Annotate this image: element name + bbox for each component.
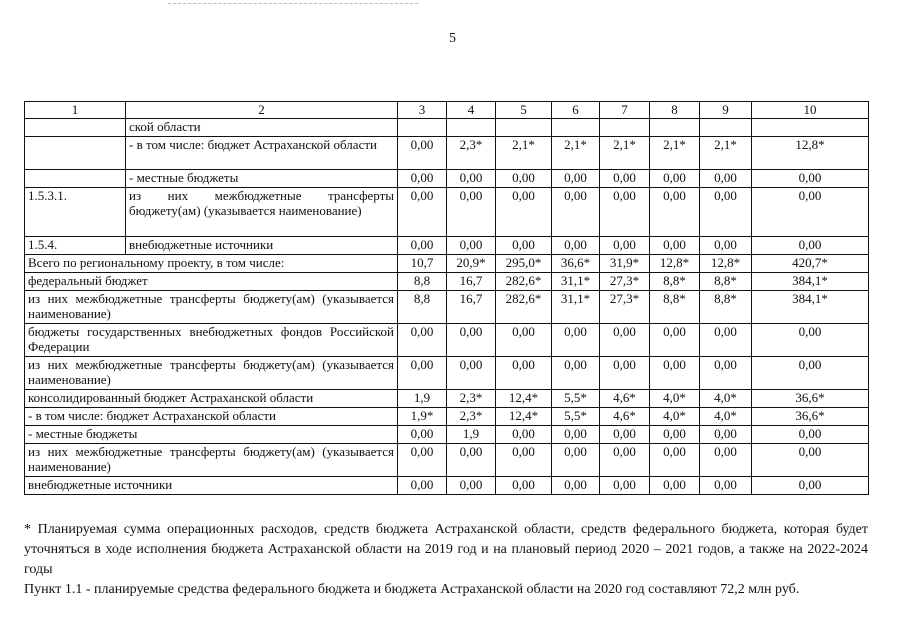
value-cell: 0,00 xyxy=(447,237,496,255)
table-row xyxy=(25,291,869,324)
value-cell: 0,00 xyxy=(600,444,650,477)
value-cell: 4,0* xyxy=(700,390,752,408)
value-cell: 8,8* xyxy=(700,291,752,324)
row-code: 1.5.3.1. xyxy=(25,188,126,237)
row-label: консолидированный бюджет Астраханской области xyxy=(25,390,398,408)
row-label: внебюджетные источники xyxy=(25,477,398,495)
value-cell xyxy=(496,119,552,137)
row-code xyxy=(25,170,126,188)
value-cell: 0,00 xyxy=(496,477,552,495)
column-header: 5 xyxy=(496,102,552,119)
column-header: 8 xyxy=(650,102,700,119)
value-cell xyxy=(447,119,496,137)
value-cell: 282,6* xyxy=(496,273,552,291)
value-cell: 0,00 xyxy=(496,237,552,255)
value-cell: 282,6* xyxy=(496,291,552,324)
value-cell: 5,5* xyxy=(552,408,600,426)
value-cell: 0,00 xyxy=(650,444,700,477)
value-cell xyxy=(752,119,869,137)
value-cell: 4,0* xyxy=(700,408,752,426)
value-cell: 0,00 xyxy=(600,170,650,188)
value-cell: 31,9* xyxy=(600,255,650,273)
value-cell: 0,00 xyxy=(496,324,552,357)
value-cell: 0,00 xyxy=(650,477,700,495)
value-cell: 10,7 xyxy=(398,255,447,273)
value-cell: 8,8* xyxy=(700,273,752,291)
value-cell: 12,8* xyxy=(700,255,752,273)
value-cell: 0,00 xyxy=(650,170,700,188)
value-cell: 0,00 xyxy=(650,237,700,255)
value-cell: 12,8* xyxy=(650,255,700,273)
value-cell: 16,7 xyxy=(447,273,496,291)
value-cell: 0,00 xyxy=(552,170,600,188)
value-cell: 0,00 xyxy=(700,426,752,444)
value-cell: 0,00 xyxy=(496,170,552,188)
value-cell: 0,00 xyxy=(398,324,447,357)
value-cell: 0,00 xyxy=(552,426,600,444)
column-header: 6 xyxy=(552,102,600,119)
value-cell: 2,1* xyxy=(650,137,700,170)
table-row xyxy=(25,237,869,255)
value-cell: 295,0* xyxy=(496,255,552,273)
table-row xyxy=(25,137,869,170)
value-cell: 27,3* xyxy=(600,291,650,324)
value-cell: 16,7 xyxy=(447,291,496,324)
row-label: федеральный бюджет xyxy=(25,273,398,291)
table-row xyxy=(25,170,869,188)
row-label: бюджеты государственных внебюджетных фондов Российской Федерации xyxy=(25,324,398,357)
value-cell: 12,4* xyxy=(496,408,552,426)
table-header-row xyxy=(25,102,869,119)
row-label: - в том числе: бюджет Астраханской области xyxy=(126,137,398,170)
value-cell: 0,00 xyxy=(752,426,869,444)
value-cell: 0,00 xyxy=(447,477,496,495)
column-header: 4 xyxy=(447,102,496,119)
value-cell: 2,3* xyxy=(447,137,496,170)
value-cell: 0,00 xyxy=(700,444,752,477)
value-cell: 0,00 xyxy=(650,324,700,357)
table-row xyxy=(25,255,869,273)
value-cell: 8,8 xyxy=(398,273,447,291)
row-label: - местные бюджеты xyxy=(126,170,398,188)
row-label: - местные бюджеты xyxy=(25,426,398,444)
value-cell: 36,6* xyxy=(752,390,869,408)
value-cell: 0,00 xyxy=(650,188,700,237)
value-cell: 8,8* xyxy=(650,291,700,324)
column-header: 3 xyxy=(398,102,447,119)
table-row xyxy=(25,273,869,291)
row-label: из них межбюджетные трансферты бюджету(ам) (указывается наименование) xyxy=(126,188,398,237)
value-cell: 0,00 xyxy=(552,477,600,495)
value-cell: 0,00 xyxy=(700,170,752,188)
value-cell: 0,00 xyxy=(600,357,650,390)
table-row xyxy=(25,357,869,390)
value-cell: 0,00 xyxy=(700,237,752,255)
value-cell: 4,6* xyxy=(600,390,650,408)
value-cell: 0,00 xyxy=(752,237,869,255)
value-cell: 8,8* xyxy=(650,273,700,291)
value-cell: 31,1* xyxy=(552,273,600,291)
row-label: - в том числе: бюджет Астраханской области xyxy=(25,408,398,426)
value-cell: 0,00 xyxy=(447,324,496,357)
value-cell: 2,1* xyxy=(552,137,600,170)
value-cell: 0,00 xyxy=(496,357,552,390)
value-cell: 0,00 xyxy=(398,188,447,237)
value-cell: 0,00 xyxy=(398,137,447,170)
column-header: 10 xyxy=(752,102,869,119)
value-cell: 31,1* xyxy=(552,291,600,324)
value-cell: 36,6* xyxy=(752,408,869,426)
row-label: из них межбюджетные трансферты бюджету(ам) (указывается наименование) xyxy=(25,357,398,390)
value-cell: 0,00 xyxy=(552,188,600,237)
value-cell xyxy=(600,119,650,137)
value-cell: 0,00 xyxy=(600,426,650,444)
value-cell: 1,9* xyxy=(398,408,447,426)
value-cell: 0,00 xyxy=(552,237,600,255)
row-label: Всего по региональному проекту, в том числе: xyxy=(25,255,398,273)
value-cell: 0,00 xyxy=(447,170,496,188)
budget-table xyxy=(24,101,869,495)
value-cell: 0,00 xyxy=(496,426,552,444)
value-cell: 0,00 xyxy=(447,357,496,390)
row-code xyxy=(25,119,126,137)
value-cell: 2,3* xyxy=(447,390,496,408)
value-cell: 12,4* xyxy=(496,390,552,408)
value-cell: 0,00 xyxy=(398,426,447,444)
value-cell: 0,00 xyxy=(700,324,752,357)
value-cell: 2,1* xyxy=(700,137,752,170)
table-row xyxy=(25,324,869,357)
value-cell xyxy=(650,119,700,137)
value-cell: 0,00 xyxy=(398,237,447,255)
value-cell: 2,1* xyxy=(600,137,650,170)
value-cell: 0,00 xyxy=(398,357,447,390)
value-cell: 2,3* xyxy=(447,408,496,426)
table-row xyxy=(25,426,869,444)
value-cell: 0,00 xyxy=(650,357,700,390)
value-cell: 0,00 xyxy=(600,324,650,357)
value-cell: 1,9 xyxy=(447,426,496,444)
table-row xyxy=(25,390,869,408)
value-cell: 4,6* xyxy=(600,408,650,426)
row-label: внебюджетные источники xyxy=(126,237,398,255)
value-cell: 0,00 xyxy=(752,477,869,495)
value-cell: 0,00 xyxy=(398,444,447,477)
value-cell: 12,8* xyxy=(752,137,869,170)
row-label: ской области xyxy=(126,119,398,137)
footnote-asterisk: * Планируемая сумма операционных расходов, средств бюджета Астраханской области, средств федерального бюджета, которая будет уточняться в ходе исполнения бюджета Астраханской области на 2019 год и на плановый период 2020 – 2021 годов, а также на 2022-2024 годы xyxy=(24,522,868,577)
value-cell: 0,00 xyxy=(700,477,752,495)
column-header: 2 xyxy=(126,102,398,119)
top-rule xyxy=(168,3,418,4)
value-cell xyxy=(700,119,752,137)
value-cell: 0,00 xyxy=(552,324,600,357)
value-cell: 0,00 xyxy=(496,444,552,477)
value-cell: 0,00 xyxy=(552,444,600,477)
row-label: из них межбюджетные трансферты бюджету(ам) (указывается наименование) xyxy=(25,291,398,324)
value-cell: 0,00 xyxy=(496,188,552,237)
page-number: 5 xyxy=(449,31,456,46)
value-cell: 420,7* xyxy=(752,255,869,273)
table-row xyxy=(25,444,869,477)
value-cell: 1,9 xyxy=(398,390,447,408)
value-cell: 384,1* xyxy=(752,291,869,324)
value-cell: 2,1* xyxy=(496,137,552,170)
value-cell: 0,00 xyxy=(752,444,869,477)
row-label: из них межбюджетные трансферты бюджету(ам) (указывается наименование) xyxy=(25,444,398,477)
value-cell: 0,00 xyxy=(600,477,650,495)
value-cell: 0,00 xyxy=(752,357,869,390)
value-cell: 0,00 xyxy=(600,237,650,255)
value-cell xyxy=(398,119,447,137)
value-cell: 0,00 xyxy=(752,324,869,357)
table-row xyxy=(25,119,869,137)
column-header: 9 xyxy=(700,102,752,119)
value-cell: 384,1* xyxy=(752,273,869,291)
table-row xyxy=(25,188,869,237)
table-row xyxy=(25,408,869,426)
value-cell: 0,00 xyxy=(600,188,650,237)
footnote-item: Пункт 1.1 - планируемые средства федерального бюджета и бюджета Астраханской области на 2020 год составляют 72,2 млн руб. xyxy=(24,582,800,597)
value-cell: 4,0* xyxy=(650,408,700,426)
value-cell: 0,00 xyxy=(447,188,496,237)
column-header: 1 xyxy=(25,102,126,119)
value-cell: 0,00 xyxy=(700,357,752,390)
footnotes xyxy=(24,520,868,600)
value-cell: 0,00 xyxy=(700,188,752,237)
value-cell: 0,00 xyxy=(398,477,447,495)
value-cell: 36,6* xyxy=(552,255,600,273)
row-code: 1.5.4. xyxy=(25,237,126,255)
value-cell xyxy=(552,119,600,137)
column-header: 7 xyxy=(600,102,650,119)
value-cell: 4,0* xyxy=(650,390,700,408)
value-cell: 0,00 xyxy=(398,170,447,188)
value-cell: 27,3* xyxy=(600,273,650,291)
value-cell: 0,00 xyxy=(650,426,700,444)
value-cell: 5,5* xyxy=(552,390,600,408)
value-cell: 0,00 xyxy=(552,357,600,390)
value-cell: 0,00 xyxy=(752,170,869,188)
value-cell: 20,9* xyxy=(447,255,496,273)
value-cell: 0,00 xyxy=(752,188,869,237)
table-row xyxy=(25,477,869,495)
value-cell: 0,00 xyxy=(447,444,496,477)
value-cell: 8,8 xyxy=(398,291,447,324)
row-code xyxy=(25,137,126,170)
